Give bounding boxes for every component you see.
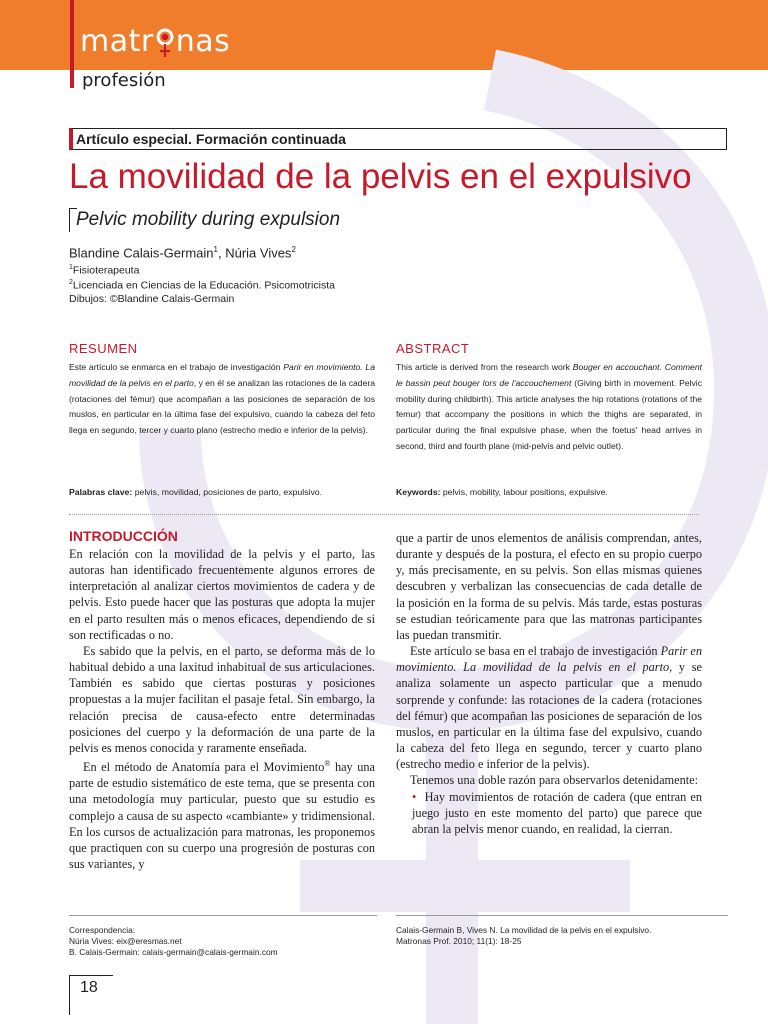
- footer-rule: [396, 915, 728, 917]
- correspondence: [69, 925, 278, 958]
- correspondence-label: Correspondencia:: [69, 925, 136, 935]
- body-part: hay una parte de estudio sistemático de este tema, que se presenta con una metodología muy particular, puesto que su estudio es complejo a causa de su aspecto «cambiante» y tridimensional. En los cursos de actualización para matronas, les proponemos que practiquen con su cuerpo una progresión de posturas con sus variantes, y: [69, 760, 375, 872]
- list-item: [396, 789, 702, 837]
- logo-text-end: nas: [175, 24, 231, 59]
- resumen-keywords: [69, 487, 389, 497]
- logo-accent-bar: [70, 0, 74, 88]
- journal-subtitle: profesión: [82, 70, 166, 91]
- citation-line: Calais-Germain B, Vives N. La movilidad de la pelvis en el expulsivo.: [396, 925, 652, 935]
- list-item-text: Hay movimientos de rotación de cadera (que entran en juego justo en este momento del parto) que parece que abran la pelvis menor cuando, en realidad, la cierran.: [412, 789, 702, 836]
- resumen-text: [69, 360, 375, 439]
- resumen-part: Este artículo se enmarca en el trabajo de investigación: [69, 362, 284, 372]
- article-title: La movilidad de la pelvis en el expulsivo: [69, 157, 692, 196]
- author-sup: 1: [213, 245, 218, 254]
- section-label: Artículo especial. Formación continuada: [76, 131, 346, 147]
- affiliation-sup: 2: [69, 279, 73, 286]
- citation-line: Matronas Prof. 2010; 11(1): 18-25: [396, 936, 522, 946]
- author-sep: ,: [217, 245, 226, 261]
- correspondence-line: B. Calais-Germain: calais-germain@calais-germain.com: [69, 947, 278, 957]
- drawings-credit: Dibujos: ©Blandine Calais-Germain: [69, 293, 235, 305]
- body-left-column: [69, 546, 375, 872]
- abstract-italic: Bouger en accouchant. Comment le bassin peut bouger lors de l'accouchement: [396, 362, 702, 388]
- abstract-text: [396, 360, 702, 455]
- author-name: Blandine Calais-Germain: [69, 245, 214, 261]
- abstract-heading: ABSTRACT: [396, 341, 470, 356]
- body-paragraph: Tenemos una doble razón para observarlos detenidamente:: [410, 773, 699, 788]
- resumen-italic: Parir en movimiento. La movilidad de la pelvis en el parto: [69, 362, 375, 388]
- subtitle-rule: [69, 208, 70, 232]
- page-number-rule: [69, 975, 70, 1015]
- affiliation-sup: 1: [69, 264, 73, 271]
- body-part: , y se analiza solamente un aspecto particular que a menudo sorprende y confunde: las rotaciones de la cadera (rotaciones del fémur) que acompañan las posiciones de separación de los muslos, en particular en la última fase del expulsivo, cuando la cabeza del feto llega en segundo, tercer y cuarto plano (estrecho medio e inferior de la pelvis).: [396, 660, 702, 772]
- body-paragraph: [69, 756, 375, 872]
- author-line: [69, 245, 296, 260]
- author-sup: 2: [291, 245, 296, 254]
- keywords-label: Keywords:: [396, 487, 441, 497]
- affiliation-text: Licenciada en Ciencias de la Educación. Psicomotricista: [72, 279, 335, 292]
- body-part: Este artículo se basa en el trabajo de investigación: [410, 644, 661, 659]
- footer-rule: [69, 915, 377, 917]
- affiliation-text: Fisioterapeuta: [72, 264, 140, 277]
- correspondence-line: Núria Vives: eix@eresmas.net: [69, 936, 182, 946]
- body-paragraph: Es sabido que la pelvis, en el parto, se deforma más de lo habitual debido a una laxitud inhabitual de sus articulaciones. También es sabido que ciertas posturas y posiciones propuestas a la mujer facilitan el pasaje fetal. Sin embargo, la relación precisa de causa-efecto entre determinadas posiciones del cuerpo y la deformación de una parte de la pelvis es menos conocida y raramente enseñada.: [69, 643, 375, 755]
- abstract-keywords: [396, 487, 716, 497]
- registered-mark: ®: [324, 759, 331, 769]
- logo-text-start: matr: [80, 24, 154, 59]
- keywords-label: Palabras clave:: [69, 487, 133, 497]
- page-number-rule-top: [69, 975, 113, 976]
- keywords-text: pelvis, mobility, labour positions, expulsive.: [440, 487, 608, 497]
- abstract-part: (Giving birth in movement. Pelvic mobility during childbirth). This article analyses the hip rotations (rotations of the femur) that accompany the positions in which the thighs are separated, in particular during the final expulsive phase, when the foetus' head arrives in second, third and fourth plane (mid-pelvis and pelvic outlet).: [396, 377, 702, 451]
- resumen-part: , y en él se analizan las rotaciones de la cadera (rotaciones del fémur) que acompañan a las posiciones de separación de los muslos, en particular en la última fase del expulsivo, cuando la cabeza del feto llega en segundo, tercer y cuarto plano (estrecho medio e inferior de la pelvis).: [69, 377, 375, 436]
- citation: [396, 925, 651, 947]
- body-paragraph: En relación con la movilidad de la pelvis y el parto, las autoras han identificado frecuentemente algunos errores de interpretación al analizar ciertos movimientos de cadera y de pelvis. Esto puede hacer que las posturas que adopta la mujer en el parto resulten más o menos eficaces, dependiendo de si son rectificadas o no.: [69, 547, 375, 642]
- female-symbol-icon: [155, 27, 175, 61]
- resumen-heading: RESUMEN: [69, 341, 138, 356]
- article-subtitle: Pelvic mobility during expulsion: [76, 209, 341, 230]
- author-name: Núria Vives: [225, 245, 292, 261]
- keywords-text: pelvis, movilidad, posiciones de parto, expulsivo.: [132, 487, 323, 497]
- abstract-part: This article is derived from the research work: [396, 362, 573, 372]
- dotted-divider: [69, 514, 699, 515]
- body-italic: Parir en movimiento. La movilidad de la pelvis en el parto: [396, 644, 702, 675]
- affiliation: [69, 264, 139, 277]
- page-number: 18: [80, 979, 98, 996]
- journal-logo: [80, 24, 230, 61]
- introduccion-heading: INTRODUCCIÓN: [69, 528, 178, 544]
- body-part: En el método de Anatomía para el Movimiento: [83, 760, 325, 775]
- affiliation: [69, 279, 335, 292]
- body-right-column: [396, 530, 702, 837]
- body-paragraph: [396, 643, 702, 772]
- bullet-icon: •: [412, 789, 417, 804]
- body-paragraph: que a partir de unos elementos de análisis comprendan, antes, durante y después de la postura, el efecto en su propio cuerpo y, más precisamente, en su pelvis. Son ellas mismas quienes descubren y verbalizan las consecuencias de cada detalle de la posición en la forma de su pelvis. Más tarde, estas posturas se estudian teóricamente para que las matronas participantes las puedan transmitir.: [396, 531, 702, 642]
